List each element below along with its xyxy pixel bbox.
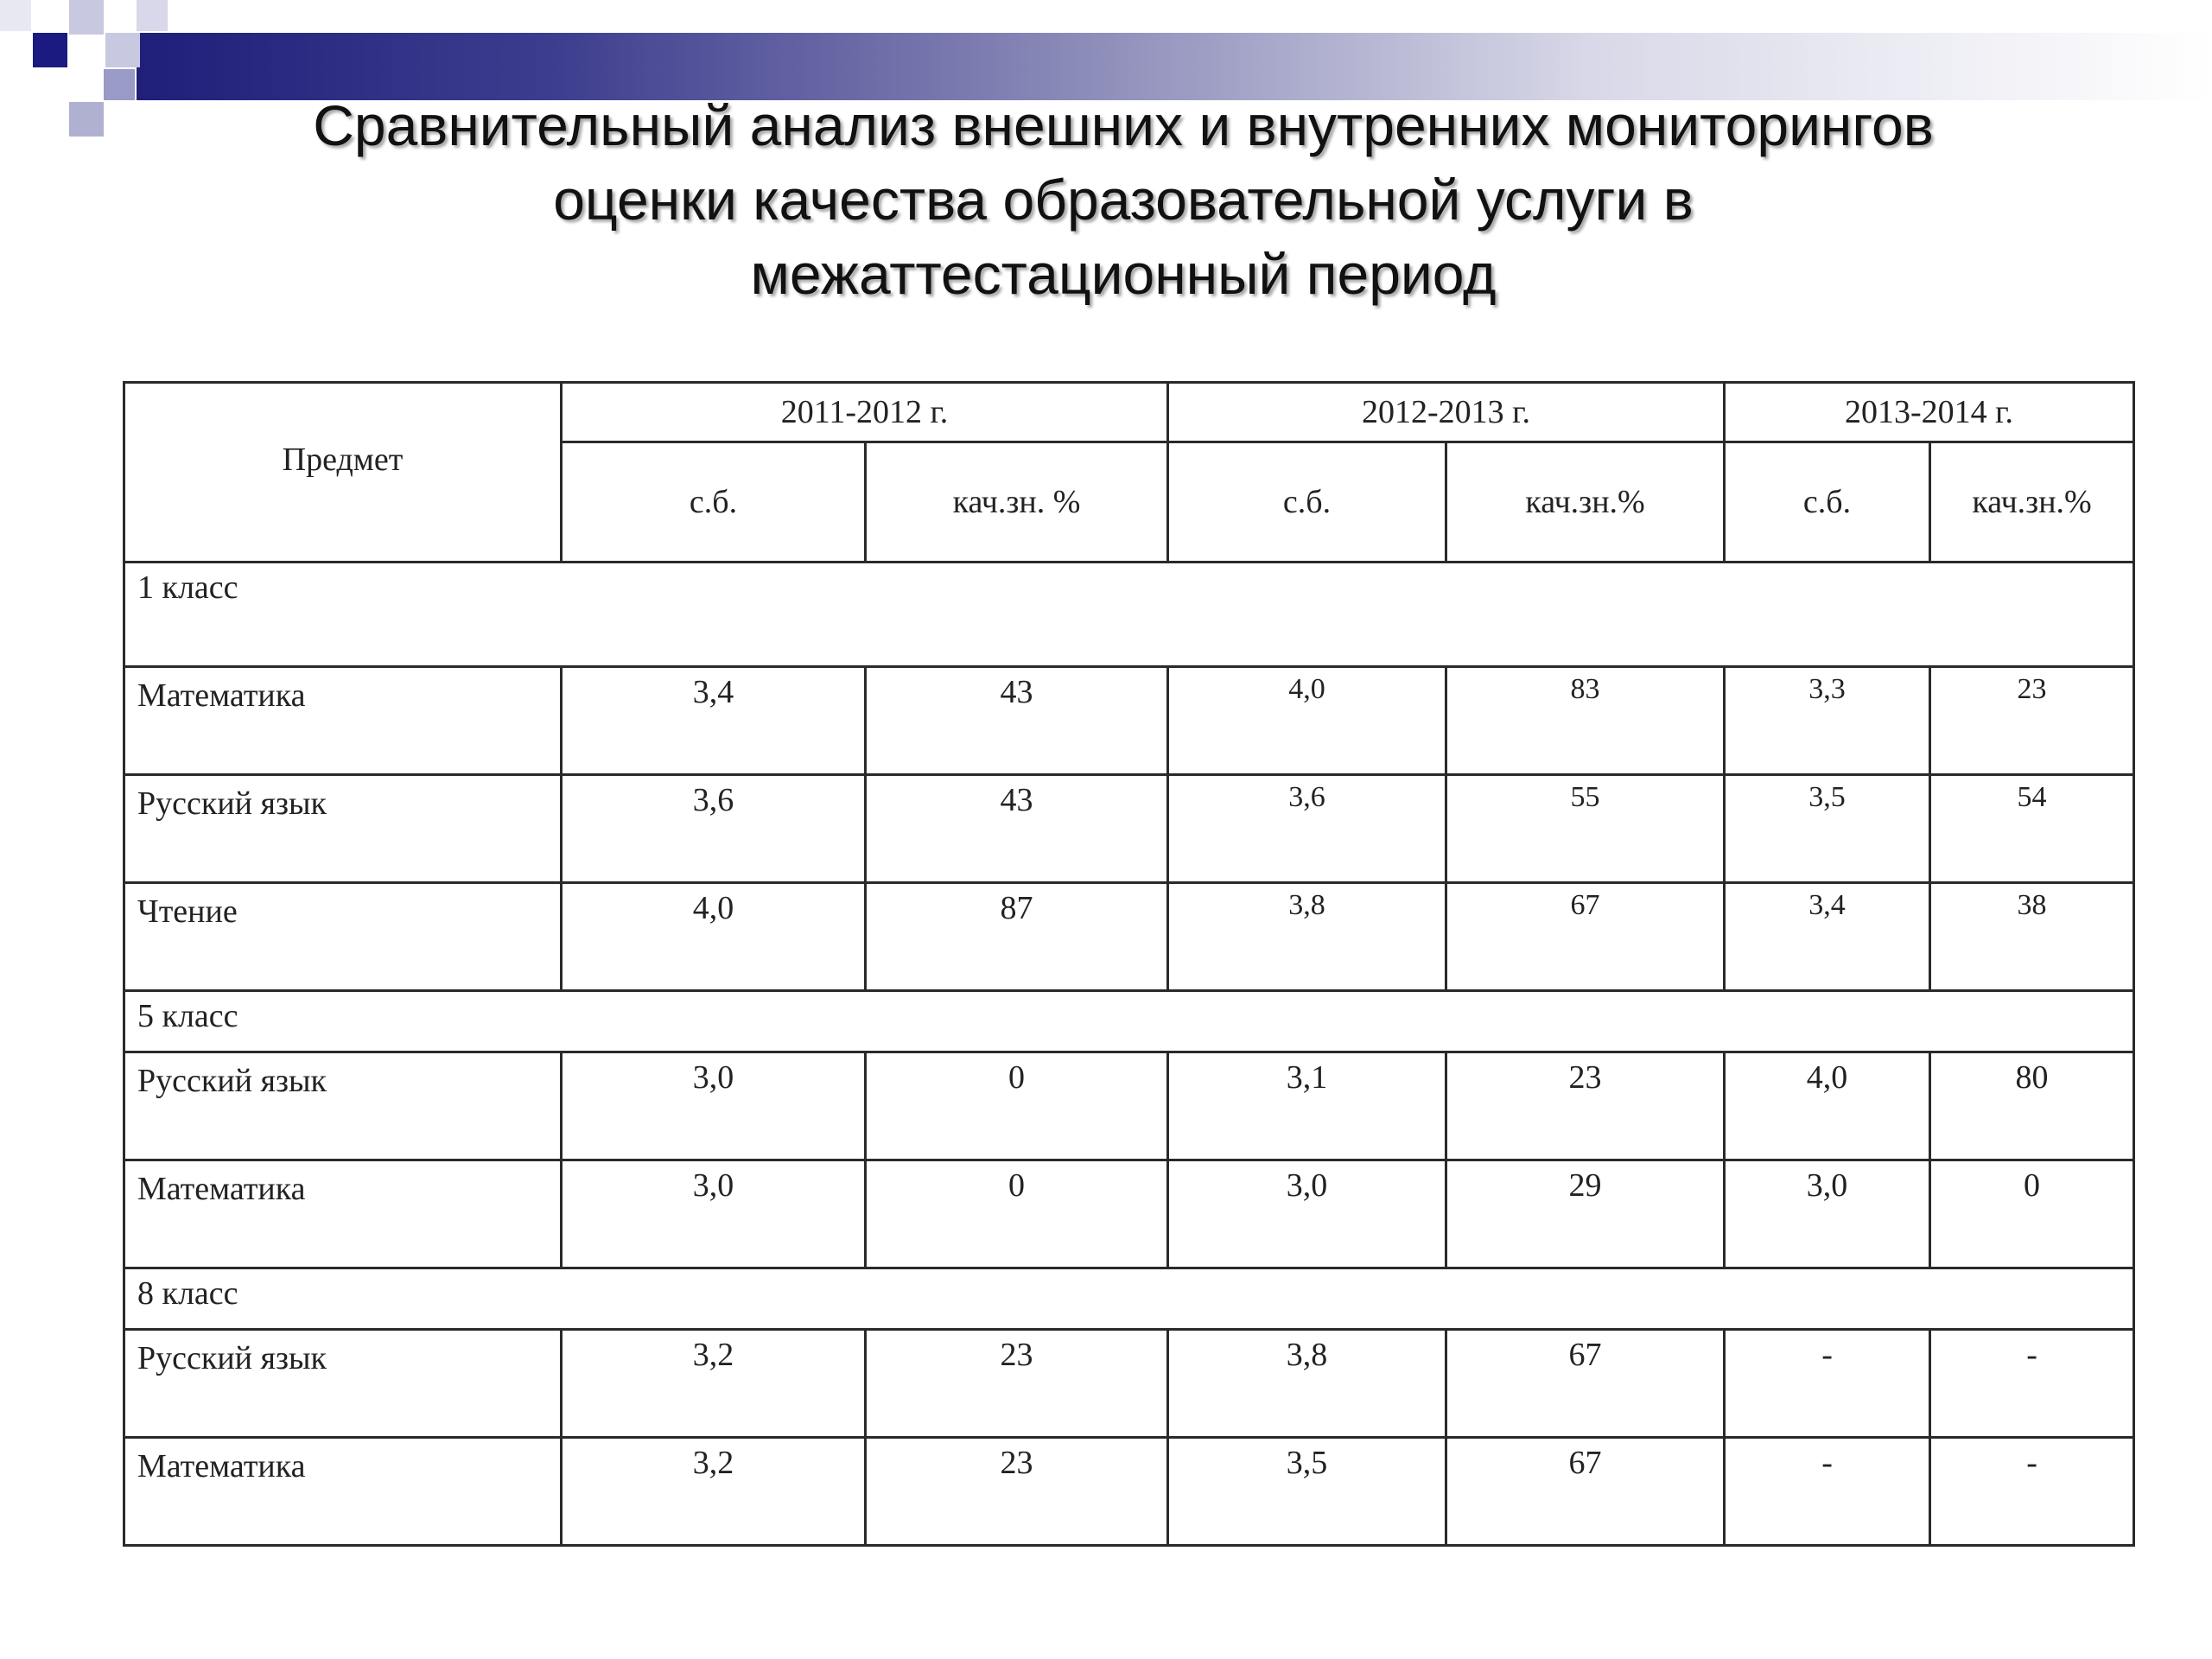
subject-column-header: Предмет — [124, 383, 562, 563]
value-cell: - — [1930, 1330, 2134, 1438]
year-header-2012-2013: 2012-2013 г. — [1168, 383, 1725, 442]
table-row — [124, 775, 2134, 883]
value-cell: 3,5 — [1168, 1438, 1446, 1546]
table-row — [124, 1438, 2134, 1546]
value-cell: 3,0 — [1725, 1160, 1930, 1268]
value-cell: 23 — [866, 1330, 1168, 1438]
decor-square — [137, 0, 168, 31]
section-row — [124, 563, 2134, 667]
subject-cell: Чтение — [124, 883, 562, 991]
monitoring-table — [123, 381, 2135, 1547]
table-row — [124, 667, 2134, 775]
value-cell: 3,2 — [562, 1438, 866, 1546]
subject-cell: Русский язык — [124, 1052, 562, 1160]
subject-cell: Русский язык — [124, 1330, 562, 1438]
value-cell: 87 — [866, 883, 1168, 991]
value-cell: - — [1930, 1438, 2134, 1546]
section-row — [124, 1268, 2134, 1330]
value-cell: 3,8 — [1168, 1330, 1446, 1438]
subject-cell: Математика — [124, 1438, 562, 1546]
table-row — [124, 1330, 2134, 1438]
value-cell: 3,6 — [562, 775, 866, 883]
decor-square — [105, 33, 140, 67]
subheader-quality: кач.зн.% — [1930, 442, 2134, 563]
year-header-2011-2012: 2011-2012 г. — [562, 383, 1168, 442]
value-cell: 3,2 — [562, 1330, 866, 1438]
table-row — [124, 883, 2134, 991]
value-cell: 3,0 — [1168, 1160, 1446, 1268]
table-row — [124, 1160, 2134, 1268]
value-cell: 67 — [1446, 1330, 1725, 1438]
value-cell: 83 — [1446, 667, 1725, 775]
section-label: 5 класс — [124, 991, 2134, 1052]
section-label: 8 класс — [124, 1268, 2134, 1330]
value-cell: 3,3 — [1725, 667, 1930, 775]
subheader-avg-score: с.б. — [1725, 442, 1930, 563]
decor-square — [33, 33, 67, 67]
slide-title-line-1: Сравнительный анализ внешних и внутренних мониторингов — [313, 93, 1934, 157]
table-row — [124, 1052, 2134, 1160]
subheader-quality: кач.зн.% — [1446, 442, 1725, 563]
subheader-avg-score: с.б. — [1168, 442, 1446, 563]
value-cell: 29 — [1446, 1160, 1725, 1268]
subheader-avg-score: с.б. — [562, 442, 866, 563]
value-cell: 4,0 — [1168, 667, 1446, 775]
value-cell: - — [1725, 1438, 1930, 1546]
year-header-2013-2014: 2013-2014 г. — [1725, 383, 2134, 442]
value-cell: 0 — [1930, 1160, 2134, 1268]
subheader-quality: кач.зн. % — [866, 442, 1168, 563]
value-cell: 23 — [1930, 667, 2134, 775]
subject-cell: Математика — [124, 1160, 562, 1268]
value-cell: 3,4 — [562, 667, 866, 775]
decor-square — [69, 0, 104, 35]
subject-cell: Русский язык — [124, 775, 562, 883]
value-cell: - — [1725, 1330, 1930, 1438]
value-cell: 3,0 — [562, 1052, 866, 1160]
value-cell: 3,8 — [1168, 883, 1446, 991]
value-cell: 3,0 — [562, 1160, 866, 1268]
value-cell: 4,0 — [1725, 1052, 1930, 1160]
value-cell: 3,6 — [1168, 775, 1446, 883]
decor-square — [69, 102, 104, 137]
slide-title-line-2: оценки качества образовательной услуги в — [553, 168, 1694, 232]
value-cell: 43 — [866, 667, 1168, 775]
value-cell: 54 — [1930, 775, 2134, 883]
value-cell: 0 — [866, 1160, 1168, 1268]
value-cell: 0 — [866, 1052, 1168, 1160]
value-cell: 23 — [1446, 1052, 1725, 1160]
section-row — [124, 991, 2134, 1052]
value-cell: 43 — [866, 775, 1168, 883]
value-cell: 3,5 — [1725, 775, 1930, 883]
decor-square — [0, 0, 31, 31]
decor-square — [104, 69, 135, 100]
section-label: 1 класс — [124, 563, 2134, 667]
value-cell: 55 — [1446, 775, 1725, 883]
value-cell: 3,4 — [1725, 883, 1930, 991]
value-cell: 23 — [866, 1438, 1168, 1546]
value-cell: 80 — [1930, 1052, 2134, 1160]
value-cell: 3,1 — [1168, 1052, 1446, 1160]
value-cell: 4,0 — [562, 883, 866, 991]
subject-cell: Математика — [124, 667, 562, 775]
value-cell: 67 — [1446, 1438, 1725, 1546]
value-cell: 67 — [1446, 883, 1725, 991]
slide-title — [156, 88, 2091, 311]
slide-title-line-3: межаттестационный период — [750, 242, 1497, 306]
value-cell: 38 — [1930, 883, 2134, 991]
